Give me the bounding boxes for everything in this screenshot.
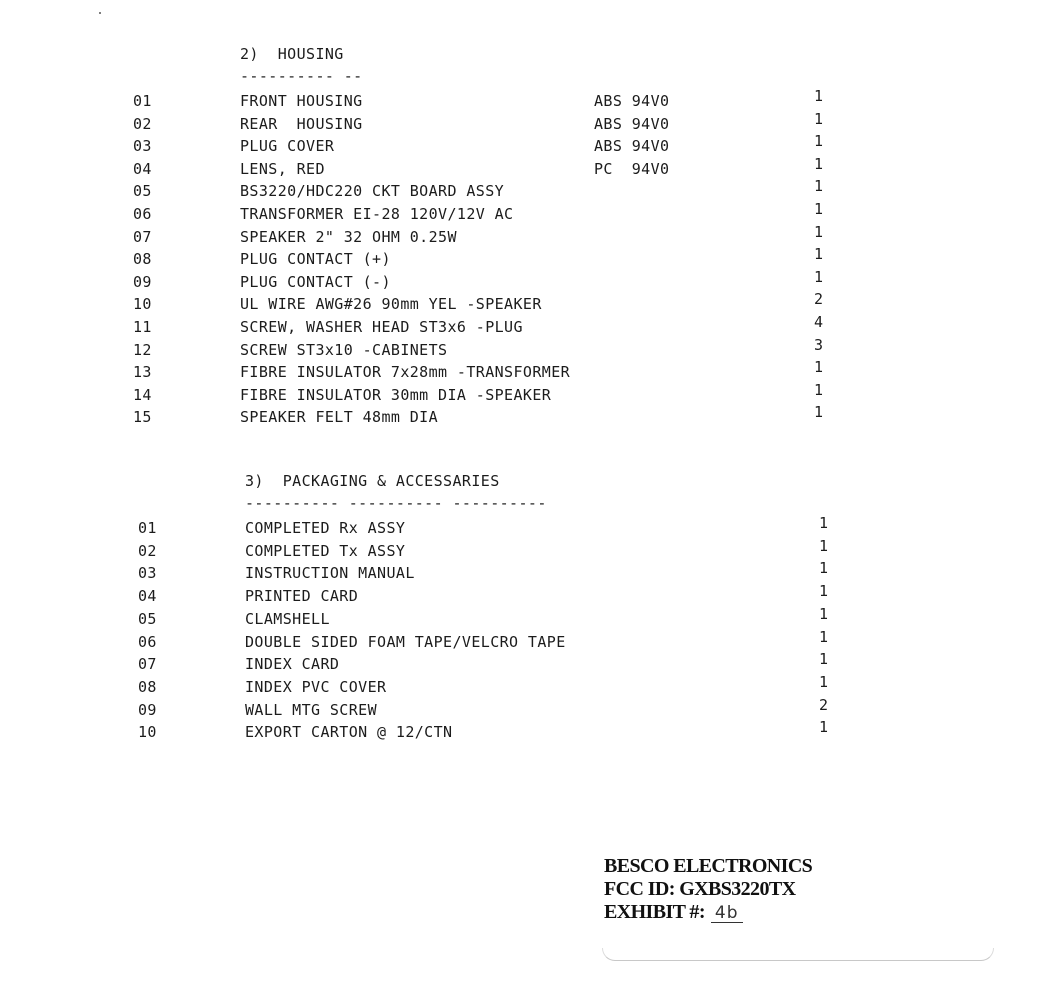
item-number: 06 (133, 205, 152, 223)
item-description: FIBRE INSULATOR 7x28mm -TRANSFORMER (240, 363, 571, 382)
housing-section-title: 2) HOUSING (240, 45, 344, 63)
item-number: 15 (133, 408, 152, 427)
item-number: 02 (133, 114, 152, 133)
item-number: 10 (133, 295, 152, 314)
item-number: 14 (133, 385, 152, 404)
item-quantity: 1 (819, 672, 829, 691)
item-description: CLAMSHELL (245, 609, 330, 628)
item-quantity: 1 (814, 267, 824, 286)
item-description: INDEX PVC COVER (245, 677, 387, 696)
item-number: 13 (133, 363, 152, 382)
item-number: 09 (133, 272, 152, 291)
exhibit-label: EXHIBIT #: (604, 901, 705, 923)
item-number: 11 (133, 318, 152, 336)
item-number: 03 (133, 137, 152, 156)
item-quantity: 2 (814, 290, 824, 309)
item-quantity: 1 (814, 177, 824, 196)
item-number: 02 (138, 541, 157, 560)
item-quantity: 1 (814, 403, 824, 422)
item-description: SPEAKER FELT 48mm DIA (240, 408, 439, 427)
item-description: PLUG CONTACT (-) (240, 272, 391, 291)
item-description: FIBRE INSULATOR 30mm DIA -SPEAKER (240, 385, 552, 404)
item-quantity: 1 (814, 245, 824, 264)
packaging-section-rule: ---------- ---------- ---------- (245, 494, 547, 512)
item-quantity: 1 (819, 604, 829, 623)
item-quantity: 1 (819, 627, 829, 646)
item-description: DOUBLE SIDED FOAM TAPE/VELCRO TAPE (245, 632, 566, 651)
item-quantity: 1 (819, 650, 829, 669)
item-material: ABS 94V0 (594, 92, 670, 110)
item-quantity: 3 (814, 335, 824, 354)
item-quantity: 1 (814, 87, 824, 105)
item-quantity: 1 (814, 200, 824, 218)
item-number: 09 (138, 700, 157, 719)
item-quantity: 1 (819, 536, 829, 555)
item-quantity: 1 (819, 514, 829, 532)
item-quantity: 1 (819, 559, 829, 578)
item-quantity: 1 (814, 154, 824, 173)
item-quantity: 1 (814, 358, 824, 377)
fcc-id: FCC ID: GXBS3220TX (604, 878, 796, 900)
item-material: ABS 94V0 (594, 114, 670, 133)
item-material: ABS 94V0 (594, 137, 670, 156)
item-description: UL WIRE AWG#26 90mm YEL -SPEAKER (240, 295, 542, 314)
company-name: BESCO ELECTRONICS (604, 855, 813, 877)
item-description: FRONT HOUSING (240, 92, 363, 110)
housing-section-rule: ---------- -- (240, 67, 363, 85)
item-number: 01 (138, 519, 157, 537)
item-number: 03 (138, 564, 157, 583)
item-number: 07 (133, 227, 152, 246)
item-description: COMPLETED Tx ASSY (245, 541, 406, 560)
item-quantity: 1 (819, 582, 829, 601)
item-number: 07 (138, 655, 157, 674)
item-description: SCREW, WASHER HEAD ST3x6 -PLUG (240, 318, 523, 336)
item-description: PLUG COVER (240, 137, 335, 156)
item-quantity: 2 (819, 695, 829, 714)
item-number: 01 (133, 92, 152, 110)
item-number: 04 (133, 159, 152, 178)
item-description: INSTRUCTION MANUAL (245, 564, 415, 583)
item-quantity: 1 (814, 380, 824, 399)
item-description: INDEX CARD (245, 655, 340, 674)
packaging-section-title: 3) PACKAGING & ACCESSARIES (245, 472, 500, 490)
scan-speck (99, 12, 101, 14)
item-quantity: 1 (814, 222, 824, 241)
item-quantity: 1 (814, 132, 824, 151)
item-description: REAR HOUSING (240, 114, 363, 133)
item-material: PC 94V0 (594, 159, 670, 178)
item-number: 05 (133, 182, 152, 201)
item-description: TRANSFORMER EI-28 120V/12V AC (240, 205, 514, 223)
item-number: 05 (138, 609, 157, 628)
stamp-bottom-border (602, 948, 994, 961)
item-description: BS3220/HDC220 CKT BOARD ASSY (240, 182, 505, 201)
item-number: 10 (138, 723, 157, 742)
item-description: PLUG CONTACT (+) (240, 250, 391, 269)
exhibit-stamp (604, 855, 812, 924)
exhibit-number-handwritten: 4b (711, 904, 743, 923)
item-quantity: 1 (814, 109, 824, 128)
item-number: 04 (138, 587, 157, 606)
item-description: EXPORT CARTON @ 12/CTN (245, 723, 453, 742)
item-description: SPEAKER 2" 32 OHM 0.25W (240, 227, 457, 246)
exhibit-line (604, 901, 812, 924)
item-description: COMPLETED Rx ASSY (245, 519, 406, 537)
item-description: PRINTED CARD (245, 587, 359, 606)
item-number: 06 (138, 632, 157, 651)
item-number: 12 (133, 340, 152, 359)
item-description: LENS, RED (240, 159, 325, 178)
item-number: 08 (138, 677, 157, 696)
item-number: 08 (133, 250, 152, 269)
item-description: SCREW ST3x10 -CABINETS (240, 340, 448, 359)
item-quantity: 4 (814, 313, 824, 331)
item-description: WALL MTG SCREW (245, 700, 378, 719)
item-quantity: 1 (819, 718, 829, 737)
